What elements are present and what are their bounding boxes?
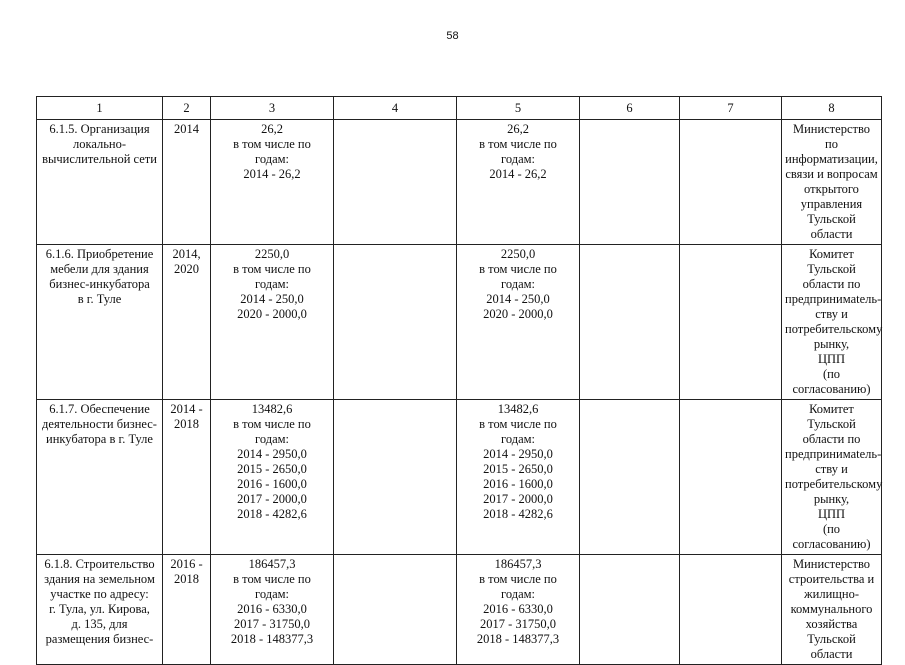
responsible-party: Комитет Тульской области по предпринимatель- ству и потребительскому рынку, ЦПП (по согласованию) [782,400,882,555]
activity-name: 6.1.5. Организация локально- вычислительной сети [37,120,163,245]
column-6-cell [580,400,680,555]
column-6-cell [580,555,680,665]
responsible-party: Комитет Тульской области по предпринимatель- ству и потребительскому рынку, ЦПП (по согласованию) [782,245,882,400]
column-7-cell [680,245,782,400]
column-7-cell [680,555,782,665]
period: 2016 - 2018 [163,555,211,665]
column-5-funding: 13482,6 в том числе по годам: 2014 - 2950,0 2015 - 2650,0 2016 - 1600,0 2017 - 2000,0 2018 - 4282,6 [457,400,580,555]
column-5-funding: 26,2 в том числе по годам: 2014 - 26,2 [457,120,580,245]
header-cell-7: 7 [680,97,782,120]
column-4-cell [334,400,457,555]
activity-name: 6.1.6. Приобретение мебели для здания бизнес-инкубатора в г. Туле [37,245,163,400]
header-cell-8: 8 [782,97,882,120]
responsible-party: Министерство строительства и жилищно- коммунального хозяйства Тульской области [782,555,882,665]
period: 2014 - 2018 [163,400,211,555]
column-7-cell [680,400,782,555]
period: 2014 [163,120,211,245]
header-cell-4: 4 [334,97,457,120]
column-5-funding: 186457,3 в том числе по годам: 2016 - 6330,0 2017 - 31750,0 2018 - 148377,3 [457,555,580,665]
total-funding: 13482,6 в том числе по годам: 2014 - 2950,0 2015 - 2650,0 2016 - 1600,0 2017 - 2000,0 2018 - 4282,6 [211,400,334,555]
header-cell-5: 5 [457,97,580,120]
table-row [37,400,882,555]
total-funding: 26,2 в том числе по годам: 2014 - 26,2 [211,120,334,245]
table-row [37,555,882,665]
header-row [37,97,882,120]
table-row [37,120,882,245]
page-number: 58 [446,30,459,42]
total-funding: 186457,3 в том числе по годам: 2016 - 6330,0 2017 - 31750,0 2018 - 148377,3 [211,555,334,665]
column-6-cell [580,245,680,400]
responsible-party: Министерство по информатизации, связи и вопросам открытого управления Тульской области [782,120,882,245]
header-cell-2: 2 [163,97,211,120]
total-funding: 2250,0 в том числе по годам: 2014 - 250,0 2020 - 2000,0 [211,245,334,400]
header-cell-6: 6 [580,97,680,120]
column-4-cell [334,120,457,245]
header-cell-1: 1 [37,97,163,120]
column-5-funding: 2250,0 в том числе по годам: 2014 - 250,0 2020 - 2000,0 [457,245,580,400]
period: 2014, 2020 [163,245,211,400]
column-4-cell [334,245,457,400]
table-row [37,245,882,400]
header-cell-3: 3 [211,97,334,120]
program-table [36,96,882,665]
column-7-cell [680,120,782,245]
column-4-cell [334,555,457,665]
activity-name: 6.1.8. Строительство здания на земельном участке по адресу: г. Тула, ул. Кирова, д. 135, для размещения бизнес- [37,555,163,665]
column-6-cell [580,120,680,245]
activity-name: 6.1.7. Обеспечение деятельности бизнес- инкубатора в г. Туле [37,400,163,555]
